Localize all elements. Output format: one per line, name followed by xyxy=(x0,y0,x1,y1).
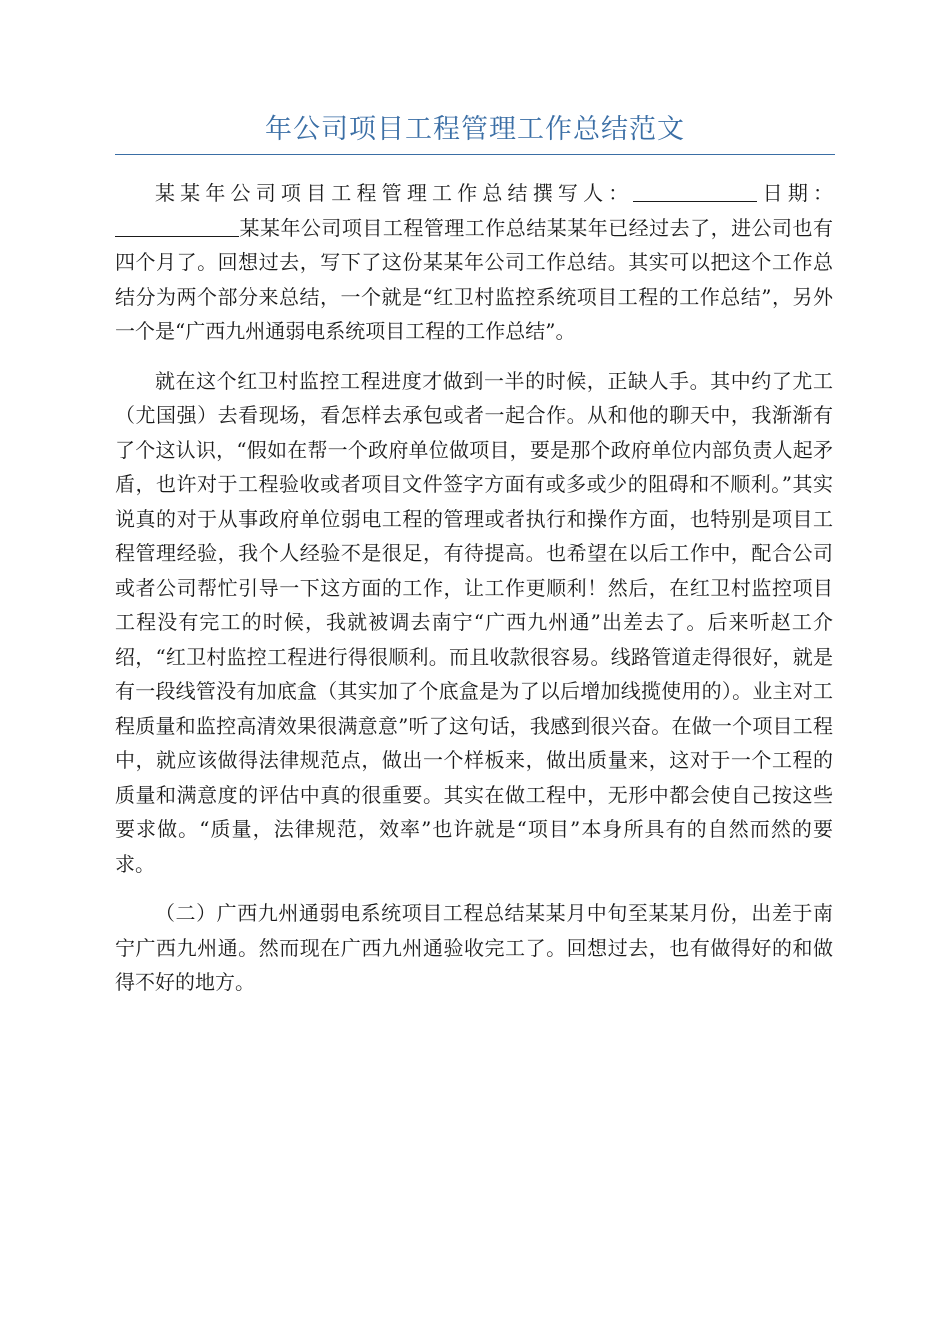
document-title: 年公司项目工程管理工作总结范文 xyxy=(265,114,685,145)
title-underline xyxy=(115,154,835,155)
paragraph-3: （二）广西九州通弱电系统项目工程总结某某月中旬至某某月份，出差于南宁广西九州通。然而现在广西九州通验收完工了。回想过去，也有做得好的和做得不好的地方。 xyxy=(115,901,833,994)
document-body xyxy=(115,176,833,1015)
date-blank xyxy=(115,216,239,237)
paragraph-2: 就在这个红卫村监控工程进度才做到一半的时候，正缺人手。其中约了尤工（尤国强）去看现场，看怎样去承包或者一起合作。从和他的聊天中，我渐渐有了个这认识，“假如在帮一个政府单位做项目，要是那个政府单位内部负责人起矛盾，也许对于工程验收或者项目文件签字方面有或多或少的阻碍和不顺利。”其实说真的对于从事政府单位弱电工程的管理或者执行和操作方面，也特别是项目工程管理经验，我个人经验不是很足，有待提高。也希望在以后工作中，配合公司或者公司帮忙引导一下这方面的工作，让工作更顺利！然后，在红卫村监控项目工程没有完工的时候，我就被调去南宁“广西九州通”出差去了。后来听赵工介绍，“红卫村监控工程进行得很顺利。而且收款很容易。线路管道走得很好，就是有一段线管没有加底盒（其实加了个底盒是为了以后增加线揽使用的）。业主对工程质量和监控高清效果很满意意”听了这句话，我感到很兴奋。在做一个项目工程中，就应该做得法律规范点，做出一个样板来，做出质量来，这对于一个工程的质量和满意度的评估中真的很重要。其实在做工程中，无形中都会使自己按这些要求做。“质量，法律规范，效率”也许就是“项目”本身所具有的自然而然的要求。 xyxy=(115,368,833,876)
author-blank xyxy=(633,181,757,202)
date-label: 日期： xyxy=(757,181,834,205)
author-label: 某某年公司项目工程管理工作总结撰写人： xyxy=(155,181,634,205)
intro-body-text: 某某年公司项目工程管理工作总结某某年已经过去了，进公司也有四个月了。回想过去，写下了这份某某年公司工作总结。其实可以把这个工作总结分为两个部分来总结，一个就是“红卫村监控系统项目工程的工作总结”，另外一个是“广西九州通弱电系统项目工程的工作总结”。 xyxy=(115,215,833,343)
intro-paragraph xyxy=(115,176,833,349)
